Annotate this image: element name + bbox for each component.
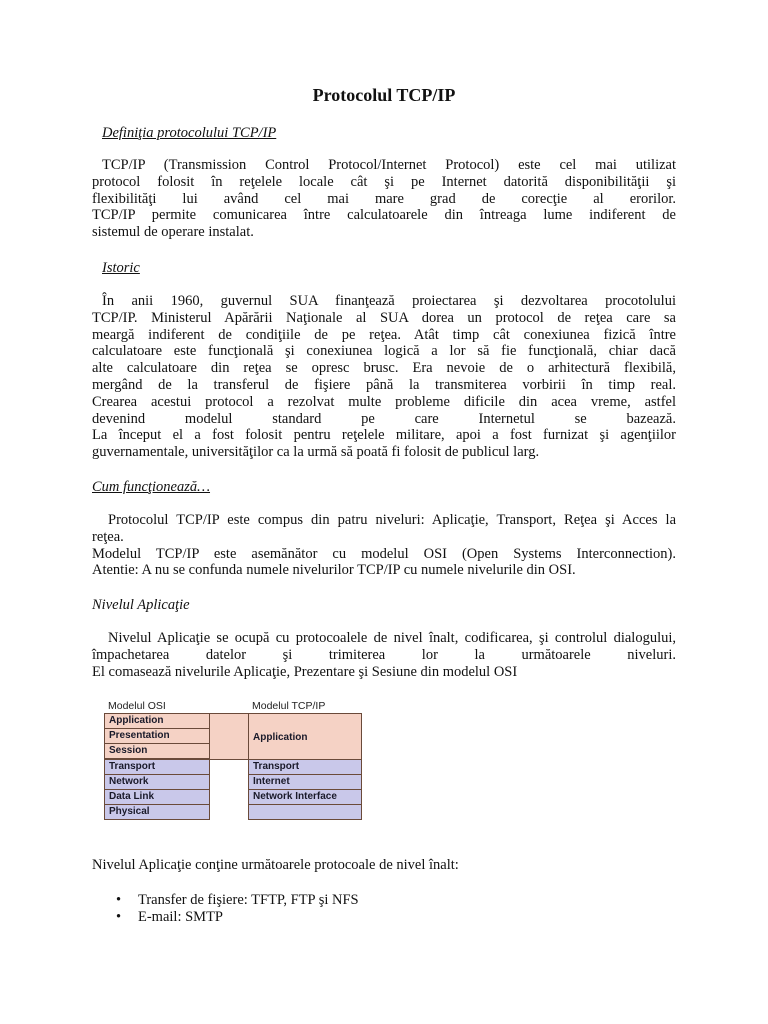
text-line: flexibilităţi lui având cel mai mare grad de corecţie al erorilor.: [92, 190, 676, 207]
osi-layer: Data Link: [104, 789, 210, 805]
text-line: calculatoare este funcţională şi conexiunea logică a lor să fie funcţională, chiar dacă: [92, 343, 676, 360]
paragraph-istoric: [92, 293, 676, 461]
text-line: sistemul de operare instalat.: [92, 224, 254, 241]
text-line: TCP/IP permite comunicarea între calculatoarele din întreaga lume indiferent de: [92, 207, 676, 224]
osi-layer: Physical: [104, 804, 210, 820]
text-line: mergând de la transferul de fişiere până la transmiterea vorbirii în timp real.: [92, 376, 676, 393]
osi-tcpip-diagram: [100, 698, 366, 824]
list-item: [92, 909, 359, 926]
text-line: protocol folosit în reţelele locale cât şi pe Internet datorită disponibilităţii şi: [92, 173, 676, 190]
osi-model-header: Modelul OSI: [108, 700, 166, 712]
text-line: Nivelul Aplicaţie conţine următoarele protocoale de nivel înalt:: [92, 857, 459, 873]
text-line: Protocolul TCP/IP este compus din patru niveluri: Aplicaţie, Transport, Reţea şi Acces la: [108, 512, 676, 528]
page-title: Protocolul TCP/IP: [312, 85, 456, 105]
paragraph-definitie: [92, 157, 676, 241]
osi-layer: Transport: [104, 759, 210, 775]
text-line: Crearea acestui protocol a rezolvat multe probleme dificile din acea vreme, astfel: [92, 393, 676, 410]
osi-layer: Network: [104, 774, 210, 790]
tcpip-layer-empty: [248, 804, 362, 820]
bullet-icon: •: [116, 909, 122, 925]
tcpip-layer: Internet: [248, 774, 362, 790]
text-line: TCP/IP. Ministerul Apărării Naţionale al SUA dorea un protocol de reţea care sa: [92, 309, 676, 326]
text-line: meargă indiferent de condiţiile de pe reţea. Atât timp cât conexiunea fizică între: [92, 326, 676, 343]
bullet-icon: •: [116, 892, 122, 908]
tcpip-model-header: Modelul TCP/IP: [252, 700, 326, 712]
section-heading-functionare: Cum funcţionează…: [92, 479, 211, 495]
list-item: [92, 892, 359, 909]
tcpip-layer: Network Interface: [248, 789, 362, 805]
tcpip-layer: Transport: [248, 759, 362, 775]
text-line: TCP/IP (Transmission Control Protocol/Internet Protocol) este cel mai utilizat: [102, 157, 676, 173]
text-line: Nivelul Aplicaţie se ocupă cu protocoalele de nivel înalt, codificarea, şi controlul dialogului,: [108, 630, 676, 646]
text-line: reţea.: [92, 528, 124, 545]
text-line: La început el a fost folosit pentru reţelele militare, apoi a fost furnizat şi agenţiilor: [92, 427, 676, 444]
paragraph-functionare: [92, 512, 676, 579]
osi-layer: Session: [104, 743, 210, 759]
section-heading-aplicatie: Nivelul Aplicaţie: [92, 597, 190, 613]
osi-layer: Application: [104, 713, 210, 729]
osi-layer: Presentation: [104, 728, 210, 744]
text-line: alte calculatoare din reţea se opresc brusc. Era nevoie de o arhitectură flexibilă,: [92, 360, 676, 377]
text-line: Modelul TCP/IP este asemănător cu modelul OSI (Open Systems Interconnection).: [92, 545, 676, 562]
section-heading-istoric: Istoric: [102, 260, 140, 276]
paragraph-aplicatie: [92, 630, 676, 680]
tcpip-layer: Application: [248, 713, 362, 760]
text-line: Atentie: A nu se confunda numele nivelurilor TCP/IP cu numele nivelurile din OSI.: [92, 562, 576, 579]
text-line: guvernamentale, universităţilor ca la urmă să poată fi folosit de publicul larg.: [92, 444, 540, 461]
text-line: devenind modelul standard pe care Internetul se bazează.: [92, 410, 676, 427]
list-item-text: E-mail: SMTP: [138, 909, 223, 925]
protocol-list: [92, 892, 359, 926]
diagram-connector: [209, 713, 249, 760]
section-heading-definitie: Definiţia protocolului TCP/IP: [102, 125, 277, 141]
text-line: împachetarea datelor şi trimiterea lor la următoarele niveluri.: [92, 646, 676, 663]
paragraph-protocols-intro: [92, 857, 676, 874]
text-line: El comasează nivelurile Aplicaţie, Prezentare şi Sesiune din modelul OSI: [92, 663, 518, 680]
text-line: În anii 1960, guvernul SUA finanţează proiectarea şi dezvoltarea procotolului: [102, 293, 676, 309]
list-item-text: Transfer de fişiere: TFTP, FTP şi NFS: [138, 892, 359, 908]
